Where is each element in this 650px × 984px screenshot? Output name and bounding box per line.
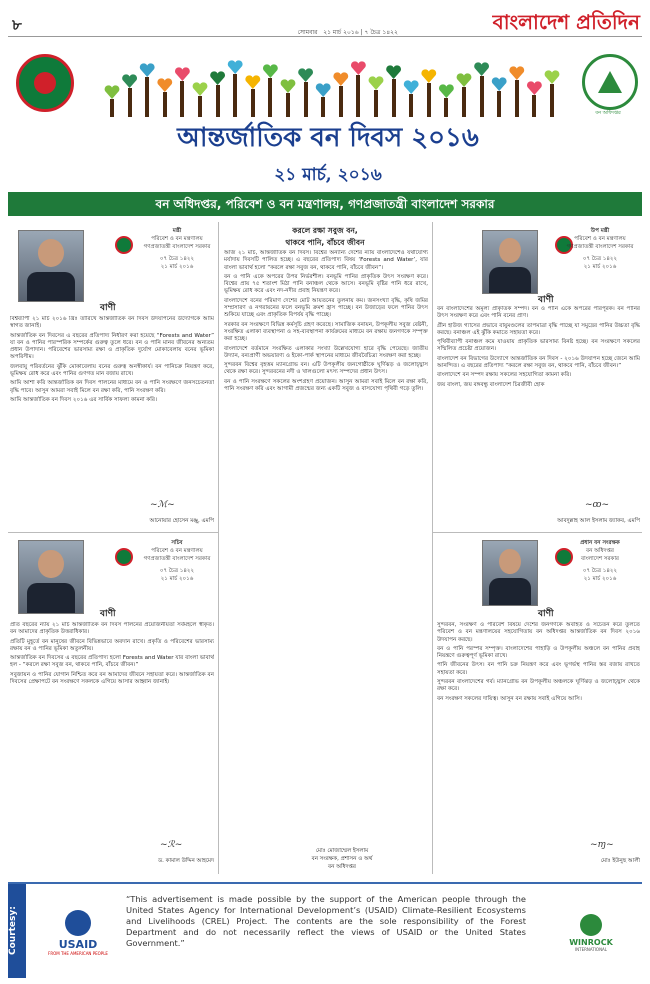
heart-leaf-icon (403, 80, 419, 94)
signature: ~ℳ~ (150, 500, 175, 510)
tree-trunk (356, 75, 360, 117)
tree-trunk (462, 87, 466, 117)
heart-leaf-icon (245, 75, 261, 89)
newspaper-title[interactable]: বাংলাদেশ প্রতিদিন (492, 10, 640, 34)
heart-leaf-icon (544, 70, 560, 84)
tree-trunk (163, 92, 167, 117)
tree-trunk (216, 85, 220, 117)
courtesy-label: Courtesy: (8, 884, 26, 978)
message-heading: বাণী (538, 295, 554, 305)
tree-trunk (497, 91, 501, 117)
tree-trunk (444, 98, 448, 117)
heart-leaf-icon (526, 81, 542, 95)
heart-leaf-icon (210, 71, 226, 85)
tree-trunk (128, 88, 132, 117)
forest-department-logo (582, 54, 638, 110)
winrock-logo[interactable]: WINROCK INTERNATIONAL (548, 914, 634, 952)
heart-leaf-icon (474, 62, 490, 76)
event-title: আন্তর্জাতিক বন দিবস ২০১৬ (177, 123, 479, 153)
bangladesh-govt-logo (16, 54, 74, 112)
message-heading: বাণী (100, 609, 116, 619)
message-body: বন বাংলাদেশের অমূল্য প্রাকৃতিক সম্পদ। বন ও পানি একে অপরের পরিপূরক। বন পানির উৎস সংরক্ষণ করে এবং পানি বনের প্রাণ। গ্রীন হাউজ গ্যাসের প্রভাবে বায়ুমণ্ডলের তাপমাত্রা বৃদ্ধি পাচ্ছে যা সমুদ্রের পানির উচ্চতা বৃদ্ধি করছে। বনাঞ্চল এই ঝুঁকি কমাতে সহায়তা করে। পৃথিবীব্যাপী বনাঞ্চল কমে যাওয়ায় প্রাকৃতিক ভারসাম্য বিনষ্ট হচ্ছে। বন সংরক্ষণে সকলের সম্মিলিত প্রচেষ্টা প্রয়োজন। বাংলাদেশ বন বিভাগের উদ্যোগে আন্তর্জাতিক বন দিবস - ২০১৬ উদযাপন হচ্ছে জেনে আমি আনন্দিত। এ বছরের প্রতিপাদ্য “করলে রক্ষা সবুজ বন, থাকবে পানি, বাঁচবে জীবন।” বাংলাদেশে বন সম্পদ রক্ষায় সকলের সহযোগিতা কামনা করি। জয় বাংলা, জয় বঙ্গবন্ধু বাংলাদেশ চিরজীবী হোক (437, 306, 640, 388)
heart-leaf-icon (157, 78, 173, 92)
tree-trunk (198, 96, 202, 117)
heart-leaf-icon (262, 64, 278, 78)
heart-leaf-icon (333, 72, 349, 86)
heart-leaf-icon (192, 82, 208, 96)
usaid-logo[interactable]: USAID FROM THE AMERICAN PEOPLE (38, 910, 118, 956)
message-body: বিশ্বব্যাপী ২১ মার্চ ২০১৬ খ্রিঃ তারিখে আন্তর্জাতিক বন দিবস উদযাপনের উদ্যোগকে আমি স্বাগত জানাই। আন্তর্জাতিক বন দিবসের এ বছরের প্রতিপাদ্য নির্ধারণ করা হয়েছে “Forests and Water” যা বন ও পানির পারস্পরিক সম্পর্কের গুরুত্ব তুলে ধরে। বন ও পানি মানব জীবনের অন্যতম প্রধান উপাদান। পরিবেশের ভারসাম্য রক্ষা ও প্রাকৃতিক দুর্যোগ মোকাবেলায় বনের ভূমিকা অপরিসীম। জলবায়ু পরিবর্তনের ঝুঁকি মোকাবেলায় বনের গুরুত্ব অনস্বীকার্য। বন পানিচক্র নিয়ন্ত্রণ করে, ভূমিক্ষয় রোধ করে এবং পানির গুণগত মান বজায় রাখে। আমি আশা করি আন্তর্জাতিক বন দিবস পালনের মাধ্যমে বন ও পানি সংরক্ষণে জনসচেতনতা বৃদ্ধি পাবে। আসুন আমরা সবাই মিলে বন রক্ষা করি, পানি সংরক্ষণ করি। আমি আন্তর্জাতিক বন দিবস ২০১৬ এর সার্বিক সাফল্য কামনা করি। (10, 316, 214, 403)
signatory: আনোয়ার হোসেন মঞ্জু, এমপি (149, 518, 214, 524)
heart-leaf-icon (227, 60, 243, 74)
heart-leaf-icon (174, 67, 190, 81)
tree-trunk (286, 93, 290, 117)
event-date: ২১ মার্চ, ২০১৬ (274, 165, 382, 185)
forest-dept-caption: বন অধিদপ্তর (595, 110, 621, 116)
heart-leaf-icon (386, 65, 402, 79)
signatory: আবদুল্লাহ আল ইসলাম জ্যাকব, এমপি (557, 518, 640, 524)
usaid-seal-icon (65, 910, 91, 936)
signature: ~ꝏ~ (585, 500, 610, 510)
ministry-seal-icon (115, 236, 133, 254)
divider-mid-left (8, 532, 218, 533)
minister-credentials: মন্ত্রী পরিবেশ ও বন মন্ত্রণালয় গণপ্রজাতন্ত্রী বাংলাদেশ সরকার ০৭ চৈত্র ১৪২২ ২১ মার্চ ২০১৬ (143, 228, 211, 270)
heart-leaf-icon (350, 61, 366, 75)
deputy-minister-credentials: উপ মন্ত্রী পরিবেশ ও বন মন্ত্রণালয় গণপ্রজাতন্ত্রী বাংলাদেশ সরকার ০৭ চৈত্র ১৪২২ ২১ মার্চ ২০১৬ (566, 228, 634, 270)
heart-leaf-icon (421, 69, 437, 83)
heart-leaf-icon (438, 84, 454, 98)
message-heading: বাণী (100, 303, 116, 313)
chief-conservator-photo (482, 540, 538, 606)
article-heading: করলে রক্ষা সবুজ বন, থাকবে পানি, বাঁচবে জীবন (285, 226, 365, 247)
tree-trunk (392, 79, 396, 117)
tree-trunk (233, 74, 237, 117)
divider-left (218, 222, 219, 874)
sponsor-footer (8, 882, 642, 978)
tree-trunk (145, 77, 149, 117)
ministry-seal-icon (115, 548, 133, 566)
issue-date: সোমবার ২১ মার্চ ২০১৬ | ৭ চৈত্র ১৪২২ (297, 29, 398, 36)
tree-trunk (409, 94, 413, 117)
article-body: আজ ২১ মার্চ, আন্তর্জাতিক বন দিবস। বিশ্বের অন্যান্য দেশের ন্যায় বাংলাদেশেও যথাযোগ্য মর্যাদায় দিবসটি পালিত হচ্ছে। এ বছরের প্রতিপাদ্য বিষয় ‘Forests and Water’, যার বাংলা ভাবার্থ হলো “করলে রক্ষা সবুজ বন, থাকবে পানি, বাঁচবে জীবন”। বন ও পানি একে অপরের উপর নির্ভরশীল। বনভূমি পানির প্রাকৃতিক উৎস সংরক্ষণ করে। বিশ্বের প্রায় ৭৫ শতাংশ মিঠা পানি বনাঞ্চল থেকে আসে। বনভূমি বৃষ্টির পানি ধরে রাখে, ভূমিক্ষয় রোধ করে এবং নদ-নদীর প্রবাহ নিয়ন্ত্রণ করে। বাংলাদেশে বনের পরিমাণ দেশের মোট আয়তনের তুলনায় কম। জনসংখ্যা বৃদ্ধি, কৃষি জমির সম্প্রসারণ ও নগরায়নের ফলে বনভূমি ক্রমশ হ্রাস পাচ্ছে। বন উজাড়ের ফলে পানির উৎস শুকিয়ে যাচ্ছে এবং প্রাকৃতিক বিপর্যয় বৃদ্ধি পাচ্ছে। সরকার বন সংরক্ষণে বিভিন্ন কর্মসূচি গ্রহণ করেছে। সামাজিক বনায়ন, উপকূলীয় সবুজ বেষ্টনী, সংরক্ষিত এলাকা ব্যবস্থাপনা ও সহ-ব্যবস্থাপনা কার্যক্রমের মাধ্যমে বন রক্ষায় জনগণকে সম্পৃক্ত করা হচ্ছে। বাংলাদেশে বর্তমানে সংরক্ষিত এলাকার সংখ্যা উল্লেখযোগ্য হারে বৃদ্ধি পেয়েছে। জাতীয় উদ্যান, বন্যপ্রাণী অভয়ারণ্য ও ইকো-পার্ক স্থাপনের মাধ্যমে জীববৈচিত্র্য সংরক্ষণ করা হচ্ছে। সুন্দরবন বিশ্বের বৃহত্তম ম্যানগ্রোভ বন। এটি উপকূলীয় জনগোষ্ঠীকে ঘূর্ণিঝড় ও জলোচ্ছ্বাস থেকে রক্ষা করে। সুন্দরবনের নদী ও খালগুলো মৎস্য সম্পদের প্রধান উৎস। বন ও পানি সংরক্ষণে সকলের অংশগ্রহণ প্রয়োজন। আসুন আমরা সবাই মিলে বন রক্ষা করি, পানি সংরক্ষণ করি এবং আগামী প্রজন্মের জন্য একটি সবুজ ও বাসযোগ্য পৃথিবী গড়ে তুলি। (224, 250, 428, 393)
secretary-credentials: সচিব পরিবেশ ও বন মন্ত্রণালয় গণপ্রজাতন্ত্রী বাংলাদেশ সরকার ০৭ চৈত্র ১৪২২ ২১ মার্চ ২০১৬ (143, 540, 211, 582)
signatory: ড. কামাল উদ্দিন আহমেদ (158, 858, 214, 864)
tree-trunk (532, 95, 536, 117)
sponsor-disclaimer: “This advertisement is made possible by the support of the American people through the United States Agency for International Development’s (USAID) Climate-Resilient Ecosystems and Livelihoods (CREL) Project. The contents are the sole responsibility of the Forest Department and do not necessarily reflect the views of USAID or the United States Government.” (126, 894, 526, 948)
tree-trunk (480, 76, 484, 117)
banner (8, 42, 642, 217)
heart-leaf-icon (315, 83, 331, 97)
signature: ~ɱ~ (590, 840, 614, 850)
tree-trunk (251, 89, 255, 117)
deputy-minister-photo (482, 230, 538, 294)
tree-trunk (268, 78, 272, 117)
secretary-photo (18, 540, 84, 614)
heart-leaf-icon (298, 68, 314, 82)
tree-trunk (180, 81, 184, 117)
message-body: সুন্দরবন, সংরক্ষণ ও পরিবেশ বিষয়ে দেশের জনগণকে অবহিত ও সচেতন করে তুলতে পরিবেশ ও বন মন্ত্রণালয়ের সহযোগিতায় বন অধিদপ্তর আন্তর্জাতিক বন দিবস ২০১৬ উদযাপন করছে। বন ও পানি পরস্পর সম্পৃক্ত। বাংলাদেশের পাহাড়ি ও উপকূলীয় অঞ্চলে বন পানির প্রবাহ নিয়ন্ত্রণে গুরুত্বপূর্ণ ভূমিকা রাখে। পানি জীবনের উৎস। বন পানি চক্র নিয়ন্ত্রণ করে এবং ভূগর্ভস্থ পানির স্তর বজায় রাখতে সহায়তা করে। সুন্দরবন বাংলাদেশের গর্ব। ম্যানগ্রোভ বন উপকূলীয় অঞ্চলকে ঘূর্ণিঝড় ও জলোচ্ছ্বাস থেকে রক্ষা করে। বন সংরক্ষণ সকলের দায়িত্ব। আসুন বন রক্ষায় সবাই এগিয়ে আসি। (437, 622, 640, 702)
heart-leaf-icon (139, 63, 155, 77)
article-byline: মোঃ মোজাম্মেল ইসলাম বন সংরক্ষক, প্রশাসন ও অর্থ বন অধিদপ্তর (311, 848, 373, 870)
heart-leaf-icon (491, 77, 507, 91)
winrock-globe-icon (580, 914, 602, 936)
divider-right (432, 222, 433, 874)
tree-trunk (374, 90, 378, 117)
heart-leaf-icon (280, 79, 296, 93)
tree-trunk (321, 97, 325, 117)
divider-mid-right (432, 532, 642, 533)
heart-tree-illustration (98, 42, 568, 117)
tree-trunk (550, 84, 554, 117)
heart-leaf-icon (368, 76, 384, 90)
tree-trunk (515, 80, 519, 117)
heart-leaf-icon (104, 85, 120, 99)
tree-trunk (339, 86, 343, 117)
chief-conservator-credentials: প্রধান বন সংরক্ষক বন অধিদপ্তর বাংলাদেশ সরকার ০৭ চৈত্র ১৪২২ ২১ মার্চ ২০১৬ (580, 540, 620, 582)
tree-trunk (110, 99, 114, 117)
heart-leaf-icon (122, 74, 138, 88)
tree-trunk (304, 82, 308, 117)
signature: ~ℛ~ (160, 840, 183, 850)
page-number: ৮ (12, 16, 22, 34)
message-heading: বাণী (538, 609, 554, 619)
heart-leaf-icon (509, 66, 525, 80)
message-body: প্রতি বছরের ন্যায় ২১ মার্চ আন্তর্জাতিক বন দিবস পালনের প্রয়োজনীয়তা সর্বমহলে স্বীকৃত। বন আমাদের প্রাকৃতিক উত্তরাধিকার। প্রতিটি মুহূর্তে বন মানুষের জীবনে বিভিন্নভাবে অবদান রাখে। প্রকৃতি ও পরিবেশের ভারসাম্য রক্ষায় বন ও পানির ভূমিকা অতুলনীয়। আন্তর্জাতিক বন দিবসের এ বছরের প্রতিপাদ্য হলো Forests and Water যার বাংলা ভাবার্থ হল - “করলে রক্ষা সবুজ বন, থাকবে পানি, বাঁচবে জীবন।” সবুজায়ন ও পানির যোগান নিশ্চিত করে বন আমাদের জীবনে সহায়তা করে। আন্তর্জাতিক বন দিবসের প্রেক্ষাপটে বন সংরক্ষণে সকলকে এগিয়ে আসার আহ্বান জানাই। (10, 622, 214, 686)
government-band: বন অধিদপ্তর, পরিবেশ ও বন মন্ত্রণালয়, গণপ্রজাতন্ত্রী বাংলাদেশ সরকার (8, 192, 642, 216)
signatory: মোঃ ইউনুছ আলী (600, 858, 640, 864)
heart-leaf-icon (456, 73, 472, 87)
top-rule (8, 36, 642, 37)
tree-trunk (427, 83, 431, 117)
minister-photo (18, 230, 84, 302)
